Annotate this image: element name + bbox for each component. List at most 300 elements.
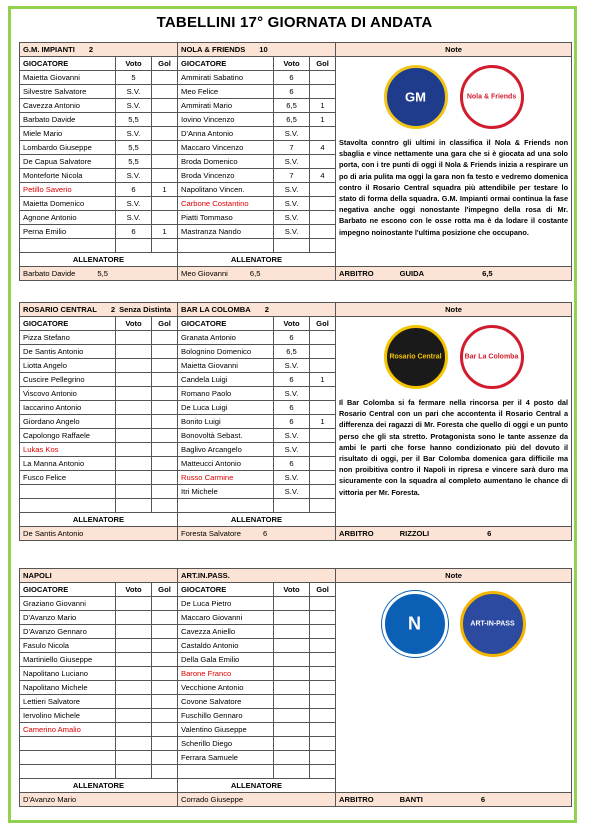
player-vote [116,345,152,359]
coach-label: ALLENATORE [20,779,178,793]
team-logos [339,319,568,391]
player-vote [274,681,310,695]
referee-name: GUIDA [399,269,425,278]
team-logo [384,65,448,129]
player-name: Meo Felice [178,85,274,99]
player-vote: 6 [274,457,310,471]
player-goals [152,751,178,765]
player-goals [310,155,336,169]
player-goals: 1 [310,99,336,113]
coach-name: Foresta Salvatore [181,529,241,538]
col-player-header: GIOCATORE [20,583,116,597]
player-name: Perna Emilio [20,225,116,239]
player-vote: 6,5 [274,113,310,127]
player-name: Liotta Angelo [20,359,116,373]
coach-cell [178,267,336,281]
coach-cell [20,267,178,281]
referee-label: ARBITRO [339,529,374,538]
coach-vote: 5,5 [97,269,108,278]
team-name: G.M. IMPIANTI [23,45,75,54]
player-goals [152,457,178,471]
coach-name: Barbato Davide [23,269,76,278]
coach-label: ALLENATORE [178,779,336,793]
player-vote [116,695,152,709]
player-vote: S.V. [274,359,310,373]
player-name [20,737,116,751]
away-team-header [178,303,336,317]
team-goals: 2 [88,45,94,54]
player-name: Cuscire Pellegrino [20,373,116,387]
coach-vote: 6,5 [249,269,261,278]
player-vote: 7 [274,169,310,183]
referee-label: ARBITRO [339,795,374,804]
player-name: De Luca Luigi [178,401,274,415]
player-vote: 5,5 [116,155,152,169]
player-goals [152,639,178,653]
player-name: Maietta Domenico [20,197,116,211]
player-name: Lukas Kos [20,443,116,457]
empty-cell [152,765,178,779]
player-vote [116,625,152,639]
player-vote [274,667,310,681]
player-name: Barbato Davide [20,113,116,127]
match-block [19,568,571,807]
player-vote: S.V. [274,387,310,401]
player-goals: 1 [310,415,336,429]
home-team-header [20,569,178,583]
player-name: Bonovoltà Sebast. [178,429,274,443]
player-goals [152,443,178,457]
team-goals: 2 [110,305,116,314]
player-vote: S.V. [274,211,310,225]
empty-cell [20,499,116,513]
team-logo [382,591,448,657]
player-name: D'Avanzo Mario [20,611,116,625]
player-vote: S.V. [116,99,152,113]
note-header: Note [336,303,572,317]
player-name: Graziano Giovanni [20,597,116,611]
player-vote [274,639,310,653]
away-team-header [178,43,336,57]
match-block [19,302,571,541]
team-logo [384,325,448,389]
player-name: De Capua Salvatore [20,155,116,169]
player-vote [116,723,152,737]
player-name: Cavezza Aniello [178,625,274,639]
logo-text: ART-IN-PASS [470,620,515,628]
player-vote: S.V. [274,443,310,457]
home-team-header [20,43,178,57]
player-goals [152,737,178,751]
player-name: Maietta Giovanni [178,359,274,373]
player-name: Matteucci Antonio [178,457,274,471]
player-name: Iervolino Michele [20,709,116,723]
col-goals-header: Gol [152,317,178,331]
player-name: Napolitano Luciano [20,667,116,681]
player-name: Vecchione Antonio [178,681,274,695]
player-name: Della Gala Emilio [178,653,274,667]
player-vote [116,429,152,443]
player-goals [310,71,336,85]
player-goals [152,71,178,85]
referee-cell [336,267,572,281]
coach-label: ALLENATORE [178,253,336,267]
player-vote: 5 [116,71,152,85]
player-vote: S.V. [274,183,310,197]
col-vote-header: Voto [274,57,310,71]
player-goals [310,611,336,625]
player-name: Iaccarino Antonio [20,401,116,415]
player-vote [116,331,152,345]
match-table [19,42,572,281]
player-vote [116,709,152,723]
empty-cell [274,765,310,779]
team-logo [460,65,524,129]
player-vote: 6 [116,183,152,197]
player-name: Napolitano Michele [20,681,116,695]
player-name: Candela Luigi [178,373,274,387]
empty-cell [310,765,336,779]
referee-cell [336,793,572,807]
player-goals [310,485,336,499]
player-goals [310,197,336,211]
col-vote-header: Voto [116,583,152,597]
player-name: D'Anna Antonio [178,127,274,141]
player-vote: 6 [274,71,310,85]
player-vote [116,597,152,611]
player-goals [152,401,178,415]
empty-cell [274,239,310,253]
team-logo [460,325,524,389]
empty-cell [178,499,274,513]
player-name: Barone Franco [178,667,274,681]
player-vote: S.V. [274,485,310,499]
empty-cell [20,239,116,253]
player-vote: 6,5 [274,345,310,359]
col-player-header: GIOCATORE [20,317,116,331]
player-goals [310,429,336,443]
referee-vote: 6,5 [482,269,493,278]
player-name: Bolognino Domenico [178,345,274,359]
player-name: Carbone Costantino [178,197,274,211]
player-vote: 6 [116,225,152,239]
player-name: Ammirati Mario [178,99,274,113]
player-goals [152,723,178,737]
player-vote: S.V. [116,169,152,183]
player-goals [310,183,336,197]
coach-vote: 6 [262,529,268,538]
player-goals [310,667,336,681]
player-goals [152,155,178,169]
player-goals [152,387,178,401]
player-goals [310,709,336,723]
match-table [19,302,572,541]
player-name: La Manna Antonio [20,457,116,471]
player-name: Agnone Antonio [20,211,116,225]
empty-cell [116,239,152,253]
team-name: ART.IN.PASS. [181,571,230,580]
player-goals [310,471,336,485]
player-goals [310,723,336,737]
player-name: Silvestre Salvatore [20,85,116,99]
player-goals [152,331,178,345]
player-goals: 1 [152,183,178,197]
player-vote: 6 [274,373,310,387]
player-name: Broda Domenico [178,155,274,169]
player-goals [310,737,336,751]
player-goals [310,85,336,99]
player-goals: 1 [152,225,178,239]
team-name: BAR LA COLOMBA [181,305,251,314]
player-name: Valentino Giuseppe [178,723,274,737]
player-name: Granata Antonio [178,331,274,345]
player-name: Petillo Saverio [20,183,116,197]
col-vote-header: Voto [116,57,152,71]
referee-vote: 6 [487,529,492,538]
player-name: De Luca Pietro [178,597,274,611]
player-name: Russo Carmine [178,471,274,485]
player-goals [152,681,178,695]
player-vote: S.V. [116,127,152,141]
player-name: Fuschillo Gennaro [178,709,274,723]
team-goals: 2 [264,305,269,314]
player-name: Fusco Felice [20,471,116,485]
player-goals [310,695,336,709]
player-vote [116,485,152,499]
player-vote [274,723,310,737]
col-goals-header: Gol [152,57,178,71]
player-vote [274,709,310,723]
match-note: Il Bar Colomba si fa fermare nella rincorsa per il 4 posto dal Rosario Central con un pari che accontenta il Rosario Central a differenza dei ragazzi di Mr. Foresta che quello di oggi e un punto perso che gli sta stretto. Protagonista sono le tante assenze da ambi le parti che forse hanno condizionato più del dovuto il risultato di oggi, per il Bar Colomba domenica gara difficile ma non proibitiva contro il Napoli in ripresa e vincere sarà duro ma sicuramente con la squadra al completo aumentano le chance di vittoria per Mr. Foresta. [339,398,569,497]
coach-label: ALLENATORE [178,513,336,527]
player-goals [152,471,178,485]
col-player-header: GIOCATORE [178,57,274,71]
player-vote [116,737,152,751]
player-vote [274,611,310,625]
player-vote [116,639,152,653]
player-name: Lettieri Salvatore [20,695,116,709]
logo-text: Nola & Friends [466,93,517,101]
team-goals: 10 [259,45,268,54]
player-vote [116,471,152,485]
page-title: TABELLINI 17° GIORNATA DI ANDATA [156,14,433,31]
col-goals-header: Gol [310,583,336,597]
player-goals [152,141,178,155]
player-name: Monteforte Nicola [20,169,116,183]
player-goals [152,485,178,499]
notes-cell [336,583,572,793]
match-note: Stavolta conntro gli ultimi in classifica il Nola & Friends non sbaglia e vince nettamente una gara che si è giocata ad una solo porta, con i tre punti di oggi il Nola & Friends inizia a respirare un po di aria pulita ma oggi la gara non fa testo e vedremo domenica contro il Rosario Central squadra più attendibile per testare lo stato di forma della squadra. G.M. Impianti ormai continua la fase negativa anche oggi nonostante l'impegno della rosa di Mr. Barbato ne escono con le osse rotta ma è da lodare il costante impegno noinostante l'ultima posizione che occupano. [339,138,569,237]
player-goals [310,639,336,653]
player-vote: 6 [274,331,310,345]
empty-cell [274,499,310,513]
player-goals [310,225,336,239]
player-vote [274,737,310,751]
match-table [19,568,572,807]
player-goals: 4 [310,141,336,155]
player-name [20,485,116,499]
player-goals [310,211,336,225]
coach-name: D'Avanzo Mario [23,795,77,804]
player-vote: S.V. [274,225,310,239]
empty-cell [178,765,274,779]
player-name: Itri Michele [178,485,274,499]
player-vote: S.V. [274,471,310,485]
referee-name: BANTI [399,795,423,804]
coach-cell [178,793,336,807]
logo-text: N [408,613,422,634]
player-goals [152,625,178,639]
player-name: Ammirati Sabatino [178,71,274,85]
player-vote: 6,5 [274,99,310,113]
col-vote-header: Voto [274,317,310,331]
player-vote [116,387,152,401]
coach-cell [178,527,336,541]
player-goals [152,709,178,723]
player-name: Capolongo Raffaele [20,429,116,443]
player-goals [152,373,178,387]
player-goals: 4 [310,169,336,183]
player-goals [310,127,336,141]
player-vote: S.V. [274,197,310,211]
away-team-header [178,569,336,583]
player-name: Viscovo Antonio [20,387,116,401]
player-vote: 6 [274,415,310,429]
col-vote-header: Voto [116,317,152,331]
player-vote [274,597,310,611]
empty-cell [116,765,152,779]
player-name: Baglivo Arcangelo [178,443,274,457]
team-name: NOLA & FRIENDS [181,45,246,54]
player-goals [152,695,178,709]
player-goals [310,751,336,765]
team-extra: Senza Distinta [119,305,171,314]
player-goals [152,429,178,443]
notes-cell [336,317,572,527]
player-vote [116,751,152,765]
player-vote [274,751,310,765]
player-vote: 5,5 [116,141,152,155]
player-name: Mastranza Nando [178,225,274,239]
player-name: Martiniello Giuseppe [20,653,116,667]
player-vote [116,401,152,415]
player-vote [116,415,152,429]
player-vote [116,457,152,471]
player-name: Giordano Angelo [20,415,116,429]
empty-cell [310,499,336,513]
player-name: Lombardo Giuseppe [20,141,116,155]
empty-cell [178,239,274,253]
player-name: Piatti Tommaso [178,211,274,225]
empty-cell [310,239,336,253]
notes-cell [336,57,572,267]
player-name: D'Avanzo Gennaro [20,625,116,639]
team-logos [339,585,568,657]
player-goals [152,113,178,127]
col-player-header: GIOCATORE [178,317,274,331]
player-vote [274,653,310,667]
player-name: Romano Paolo [178,387,274,401]
player-name: Camerino Amalio [20,723,116,737]
player-vote: 6 [274,85,310,99]
player-goals [152,127,178,141]
player-name: Cavezza Antonio [20,99,116,113]
player-goals [310,443,336,457]
col-player-header: GIOCATORE [178,583,274,597]
player-name: Scherillo Diego [178,737,274,751]
player-goals [152,211,178,225]
referee-label: ARBITRO [339,269,374,278]
note-header: Note [336,569,572,583]
player-name: Bonito Luigi [178,415,274,429]
player-name: De Santis Antonio [20,345,116,359]
coach-name: Corrado Giuseppe [181,795,244,804]
player-name: Miele Mario [20,127,116,141]
player-vote [116,653,152,667]
coach-label: ALLENATORE [20,513,178,527]
note-header: Note [336,43,572,57]
player-vote [274,625,310,639]
player-vote: S.V. [274,155,310,169]
player-name: Ferrara Samuele [178,751,274,765]
player-goals [310,457,336,471]
player-goals [310,359,336,373]
player-vote [116,611,152,625]
player-goals [310,681,336,695]
player-name: Fasulo Nicola [20,639,116,653]
player-vote [116,443,152,457]
player-goals [152,653,178,667]
coach-label: ALLENATORE [20,253,178,267]
player-vote: 6 [274,401,310,415]
col-goals-header: Gol [310,317,336,331]
player-name: Maietta Giovanni [20,71,116,85]
coach-cell [20,793,178,807]
player-goals [152,611,178,625]
team-logo [460,591,526,657]
player-goals [152,597,178,611]
player-name: Maccaro Giovanni [178,611,274,625]
player-goals [310,625,336,639]
col-player-header: GIOCATORE [20,57,116,71]
team-name: ROSARIO CENTRAL [23,305,97,314]
coach-name: Meo Giovanni [181,269,228,278]
player-goals [310,345,336,359]
col-goals-header: Gol [310,57,336,71]
col-vote-header: Voto [274,583,310,597]
player-vote [116,359,152,373]
col-goals-header: Gol [152,583,178,597]
coach-name: De Santis Antonio [23,529,84,538]
team-name: NAPOLI [23,571,52,580]
match-block [19,42,571,281]
player-goals [152,169,178,183]
player-goals [152,359,178,373]
team-logos [339,59,568,131]
player-goals [310,387,336,401]
player-goals [152,197,178,211]
referee-name: RIZZOLI [399,529,430,538]
logo-text: Rosario Central [389,353,442,361]
player-vote: S.V. [116,197,152,211]
empty-cell [20,765,116,779]
player-goals [310,331,336,345]
referee-cell [336,527,572,541]
player-goals [152,85,178,99]
empty-cell [152,239,178,253]
player-goals [310,653,336,667]
player-goals [152,99,178,113]
